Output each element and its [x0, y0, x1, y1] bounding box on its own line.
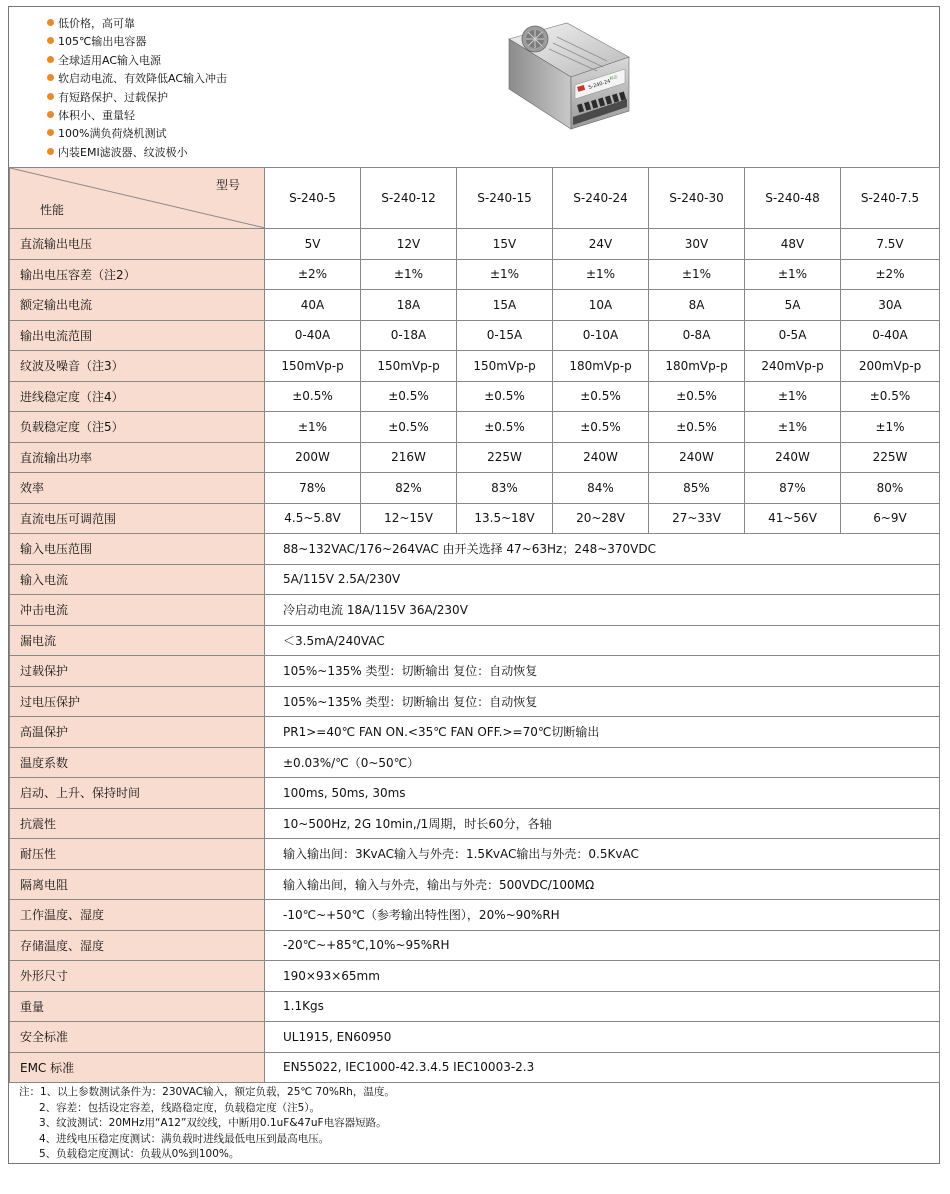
spec-value-cell: 10A [553, 290, 649, 321]
spec-value-cell: 82% [361, 473, 457, 504]
spec-value-cell: ±1% [361, 259, 457, 290]
spec-value-cell: 40A [265, 290, 361, 321]
spec-value-cell: 41~56V [745, 503, 841, 534]
spec-value-cell: ±1% [745, 412, 841, 443]
spec-label-cell: 抗震性 [10, 808, 265, 839]
spec-label-cell: 耐压性 [10, 839, 265, 870]
spec-row [10, 442, 940, 473]
spec-value-cell: 0-5A [745, 320, 841, 351]
spec-label-cell: 隔离电阻 [10, 869, 265, 900]
spec-value-cell: 0-8A [649, 320, 745, 351]
spec-value-cell: 180mVp-p [649, 351, 745, 382]
spec-value-cell: 180mVp-p [553, 351, 649, 382]
spec-value-cell: 8A [649, 290, 745, 321]
spec-value-cell: 85% [649, 473, 745, 504]
spec-value-cell: 0-10A [553, 320, 649, 351]
spec-value-cell: 18A [361, 290, 457, 321]
general-spec-row [10, 717, 940, 748]
spec-value-cell: ±0.5% [553, 412, 649, 443]
bullet-dot-icon [47, 148, 54, 155]
spec-label-cell: 输出电流范围 [10, 320, 265, 351]
spec-value-cell: ±0.5% [361, 381, 457, 412]
spec-value-cell: 83% [457, 473, 553, 504]
spec-value-cell: 150mVp-p [265, 351, 361, 382]
bullet-dot-icon [47, 111, 54, 118]
footnote: 4、进线电压稳定度测试：满负载时进线最低电压到最高电压。 [39, 1132, 330, 1145]
general-spec-row [10, 900, 940, 931]
general-spec-row [10, 1022, 940, 1053]
spec-label-cell: 输入电压范围 [10, 534, 265, 565]
spec-label-cell: 进线稳定度（注4） [10, 381, 265, 412]
general-spec-row [10, 686, 940, 717]
spec-label-cell: EMC 标准 [10, 1052, 265, 1083]
spec-value-cell: 0-18A [361, 320, 457, 351]
spec-label-cell: 重量 [10, 991, 265, 1022]
general-spec-row [10, 778, 940, 809]
spec-value-cell: ±0.5% [457, 381, 553, 412]
spec-value-cell: 80% [841, 473, 940, 504]
spec-value-cell: 12~15V [361, 503, 457, 534]
model-header-cell: S-240-48 [745, 168, 841, 229]
spec-row [10, 503, 940, 534]
spec-value-cell: 200mVp-p [841, 351, 940, 382]
general-spec-row [10, 930, 940, 961]
spec-value-cell: ±1% [745, 259, 841, 290]
spec-value-cell: 150mVp-p [361, 351, 457, 382]
table-header-row [10, 168, 940, 229]
model-header-cell: S-240-30 [649, 168, 745, 229]
spec-label-cell: 直流输出电压 [10, 229, 265, 260]
spec-label-cell: 输入电流 [10, 564, 265, 595]
product-label-text: S-240-24 [587, 78, 612, 91]
spec-row [10, 320, 940, 351]
footnote: 2、容差：包括设定容差，线路稳定度，负载稳定度（注5）。 [39, 1101, 321, 1114]
feature-item: 软启动电流、有效降低AC输入冲击 [47, 70, 227, 88]
spec-value-cell: ±2% [265, 259, 361, 290]
spec-value-cell: ±1% [745, 381, 841, 412]
spec-value-cell: 1.1Kgs [265, 991, 940, 1022]
spec-value-cell: 216W [361, 442, 457, 473]
general-spec-row [10, 961, 940, 992]
general-spec-row [10, 869, 940, 900]
bullet-dot-icon [47, 93, 54, 100]
footnote: 5、负载稳定度测试：负载从0%到100%。 [39, 1148, 240, 1161]
general-spec-row [10, 747, 940, 778]
general-spec-row [10, 656, 940, 687]
feature-item: 105℃输出电容器 [47, 33, 227, 51]
spec-value-cell: ±1% [553, 259, 649, 290]
spec-row [10, 381, 940, 412]
general-spec-row [10, 839, 940, 870]
spec-value-cell: 240W [745, 442, 841, 473]
model-header-cell: S-240-5 [265, 168, 361, 229]
spec-value-cell: ±0.5% [841, 381, 940, 412]
spec-label-cell: 工作温度、湿度 [10, 900, 265, 931]
footnotes [19, 1085, 395, 1163]
header-corner-cell [10, 168, 265, 229]
footnote: 3、纹波测试：20MHz用“A12”双绞线，中断用0.1uF&47uF电容器短路。 [39, 1117, 387, 1130]
spec-row [10, 259, 940, 290]
spec-value-cell: 输入输出间：3KvAC输入与外壳：1.5KvAC输出与外壳：0.5KvAC [265, 839, 940, 870]
spec-label-cell: 输出电压容差（注2） [10, 259, 265, 290]
feature-item: 低价格，高可靠 [47, 15, 227, 33]
spec-value-cell: 13.5~18V [457, 503, 553, 534]
spec-value-cell: ±0.5% [553, 381, 649, 412]
spec-row [10, 351, 940, 382]
spec-value-cell: PR1>=40℃ FAN ON.<35℃ FAN OFF.>=70℃切断输出 [265, 717, 940, 748]
spec-value-cell: 10~500Hz, 2G 10min,/1周期，时长60分，各轴 [265, 808, 940, 839]
spec-value-cell: 27~33V [649, 503, 745, 534]
spec-row [10, 412, 940, 443]
spec-label-cell: 负载稳定度（注5） [10, 412, 265, 443]
spec-value-cell: 225W [841, 442, 940, 473]
spec-value-cell: 0-40A [841, 320, 940, 351]
spec-row [10, 473, 940, 504]
general-spec-row [10, 595, 940, 626]
footnote: 注：1、以上参数测试条件为：230VAC输入，额定负载，25℃ 70%Rh，温度。 [19, 1086, 395, 1098]
spec-value-cell: 240mVp-p [745, 351, 841, 382]
spec-value-cell: 4.5~5.8V [265, 503, 361, 534]
spec-value-cell: ±0.5% [361, 412, 457, 443]
bullet-dot-icon [47, 37, 54, 44]
spec-value-cell: 88~132VAC/176~264VAC 由开关选择 47~63Hz；248~370VDC [265, 534, 940, 565]
spec-value-cell: 5V [265, 229, 361, 260]
spec-value-cell: ±0.5% [265, 381, 361, 412]
feature-item: 全球适用AC输入电源 [47, 52, 227, 70]
spec-value-cell: 87% [745, 473, 841, 504]
spec-value-cell: 7.5V [841, 229, 940, 260]
feature-item: 有短路保护、过载保护 [47, 89, 227, 107]
spec-value-cell: 12V [361, 229, 457, 260]
spec-label-cell: 漏电流 [10, 625, 265, 656]
spec-value-cell: ±1% [457, 259, 553, 290]
spec-value-cell: UL1915, EN60950 [265, 1022, 940, 1053]
spec-value-cell: ±1% [265, 412, 361, 443]
model-header-cell: S-240-12 [361, 168, 457, 229]
spec-value-cell: 30A [841, 290, 940, 321]
spec-label-cell: 温度系数 [10, 747, 265, 778]
spec-label-cell: 过电压保护 [10, 686, 265, 717]
spec-row [10, 229, 940, 260]
spec-value-cell: 30V [649, 229, 745, 260]
feature-list [47, 15, 227, 162]
spec-value-cell: EN55022, IEC1000-42.3.4.5 IEC10003-2.3 [265, 1052, 940, 1083]
model-header-label: 型号 [215, 178, 240, 192]
model-header-cell: S-240-7.5 [841, 168, 940, 229]
spec-value-cell: ±1% [649, 259, 745, 290]
spec-value-cell: 0-15A [457, 320, 553, 351]
spec-row [10, 290, 940, 321]
product-brand-text: 标志 [608, 73, 618, 81]
spec-value-cell: 15V [457, 229, 553, 260]
spec-value-cell: 225W [457, 442, 553, 473]
general-spec-row [10, 1052, 940, 1083]
spec-label-cell: 效率 [10, 473, 265, 504]
spec-label-cell: 安全标准 [10, 1022, 265, 1053]
spec-value-cell: 6~9V [841, 503, 940, 534]
spec-label-cell: 启动、上升、保持时间 [10, 778, 265, 809]
general-spec-row [10, 991, 940, 1022]
spec-value-cell: 0-40A [265, 320, 361, 351]
spec-label-cell: 直流输出功率 [10, 442, 265, 473]
spec-value-cell: 78% [265, 473, 361, 504]
spec-value-cell: 输入输出间，输入与外壳，输出与外壳：500VDC/100MΩ [265, 869, 940, 900]
spec-value-cell: 48V [745, 229, 841, 260]
spec-value-cell: 240W [649, 442, 745, 473]
spec-label-cell: 纹波及噪音（注3） [10, 351, 265, 382]
spec-value-cell: ±0.5% [649, 381, 745, 412]
feature-item: 100%满负荷烧机测试 [47, 125, 227, 143]
general-spec-row [10, 625, 940, 656]
spec-value-cell: ±0.5% [457, 412, 553, 443]
bullet-dot-icon [47, 56, 54, 63]
spec-sheet [8, 6, 940, 1164]
model-header-cell: S-240-15 [457, 168, 553, 229]
spec-value-cell: 5A/115V 2.5A/230V [265, 564, 940, 595]
spec-value-cell: ±0.5% [649, 412, 745, 443]
spec-label-cell: 额定输出电流 [10, 290, 265, 321]
spec-value-cell: 190×93×65mm [265, 961, 940, 992]
feature-item: 内装EMI滤波器、纹波极小 [47, 144, 227, 162]
spec-value-cell: 冷启动电流 18A/115V 36A/230V [265, 595, 940, 626]
bullet-dot-icon [47, 19, 54, 26]
general-spec-row [10, 808, 940, 839]
top-section [9, 7, 939, 167]
general-spec-row [10, 534, 940, 565]
specification-table [9, 167, 940, 1083]
spec-label-cell: 冲击电流 [10, 595, 265, 626]
spec-value-cell: ±2% [841, 259, 940, 290]
spec-value-cell: 20~28V [553, 503, 649, 534]
spec-value-cell: 105%~135% 类型：切断输出 复位：自动恢复 [265, 656, 940, 687]
spec-label-cell: 直流电压可调范围 [10, 503, 265, 534]
spec-value-cell: ＜3.5mA/240VAC [265, 625, 940, 656]
model-header-cell: S-240-24 [553, 168, 649, 229]
spec-label-cell: 过载保护 [10, 656, 265, 687]
spec-value-cell: 100ms, 50ms, 30ms [265, 778, 940, 809]
spec-value-cell: ±1% [841, 412, 940, 443]
spec-value-cell: -20℃~+85℃,10%~95%RH [265, 930, 940, 961]
spec-value-cell: 240W [553, 442, 649, 473]
spec-label-cell: 外形尺寸 [10, 961, 265, 992]
spec-value-cell: 15A [457, 290, 553, 321]
spec-value-cell: 105%~135% 类型：切断输出 复位：自动恢复 [265, 686, 940, 717]
spec-value-cell: 150mVp-p [457, 351, 553, 382]
spec-label-cell: 存储温度、湿度 [10, 930, 265, 961]
spec-value-cell: 24V [553, 229, 649, 260]
spec-label-cell: 高温保护 [10, 717, 265, 748]
bullet-dot-icon [47, 129, 54, 136]
spec-value-cell: 5A [745, 290, 841, 321]
spec-value-cell: 200W [265, 442, 361, 473]
performance-header-label: 性能 [40, 203, 65, 217]
feature-item: 体积小、重量轻 [47, 107, 227, 125]
spec-value-cell: ±0.03%/℃（0~50℃） [265, 747, 940, 778]
spec-value-cell: 84% [553, 473, 649, 504]
bullet-dot-icon [47, 74, 54, 81]
general-spec-row [10, 564, 940, 595]
power-supply-product-image [497, 17, 637, 145]
spec-value-cell: -10℃~+50℃（参考输出特性图），20%~90%RH [265, 900, 940, 931]
